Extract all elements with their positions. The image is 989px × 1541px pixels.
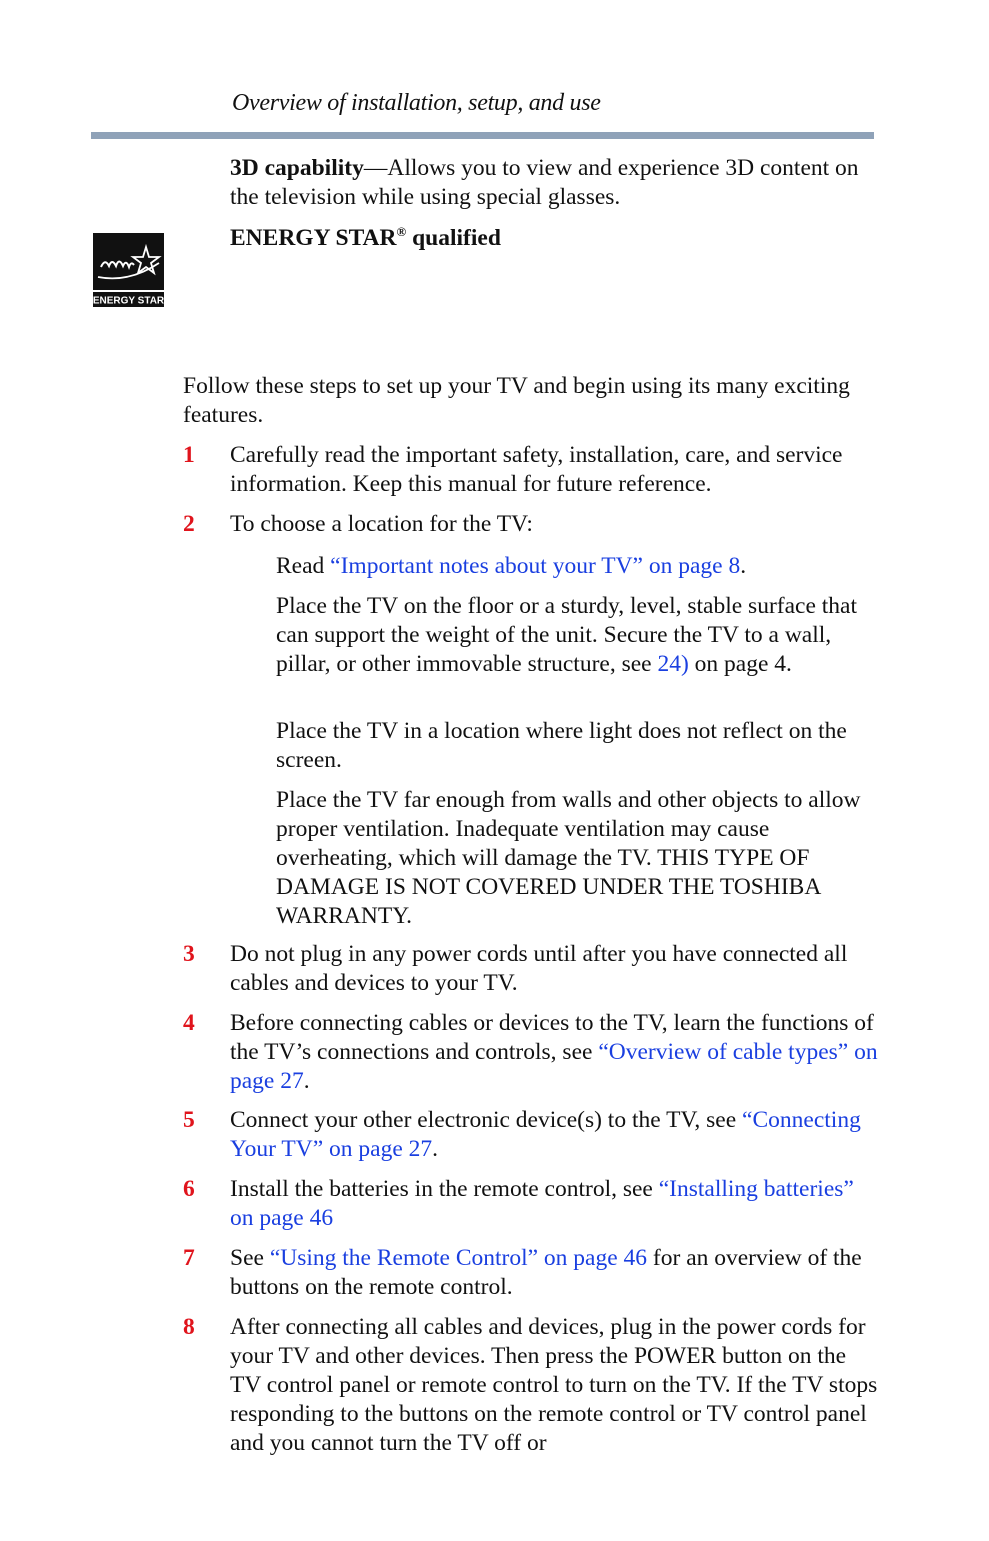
step-number: 7 [183,1245,195,1271]
link-installing-batteries[interactable]: “Installing batteries” on page 46 [230,1176,854,1231]
step-5 [183,1106,883,1164]
step-text: Carefully read the important safety, installation, care, and service information. Keep this manual for future reference. [230,442,843,497]
step-6 [183,1175,883,1233]
step-text-part: Install the batteries in the remote control, see [230,1176,659,1202]
step-text [230,1175,880,1233]
step-number: 6 [183,1176,195,1202]
note-text: Read [276,553,331,579]
step-2 [183,510,883,539]
step-text-part: See [230,1245,270,1271]
step-text-part: Before connecting cables or devices to the TV, learn the functions of the TV’s connections and controls, see [230,1010,874,1065]
logo-label: ENERGY STAR [93,295,164,307]
step-text: After connecting all cables and devices, plug in the power cords for your TV and other devices. Then press the POWER button on the TV control panel or remote control to turn on the TV. If the TV stops responding to the buttons on the remote control or TV control panel and you cannot turn the TV off or [230,1314,878,1456]
step-number: 3 [183,941,195,967]
step-text-part: for an overview of the buttons on the remote control. [230,1245,862,1300]
feature-3d-capability [230,154,878,212]
step-8 [183,1313,883,1458]
note-text: . [740,553,747,579]
step-number: 4 [183,1010,195,1036]
intro-paragraph: Follow these steps to set up your TV and begin using its many exciting features. [183,373,850,428]
step-text: Do not plug in any power cords until after you have connected all cables and devices to your TV. [230,941,848,996]
step-text [230,1244,880,1302]
running-head: Overview of installation, setup, and use [232,90,601,116]
link-overview-cable-types[interactable]: “Overview of cable types” on page 27 [230,1039,878,1094]
link-important-notes[interactable]: “Important notes about your TV” on page 8 [330,553,741,579]
feature-desc: —Allows you to view and experience 3D content on the television while using special glasses. [230,155,859,210]
location-note-2 [276,592,881,679]
energy-star-qualified: qualified [406,225,501,251]
link-using-remote-control[interactable]: “Using the Remote Control” on page 46 [269,1245,648,1271]
step-4 [183,1009,883,1096]
step-text-part: Connect your other electronic device(s) to the TV, see [230,1107,743,1133]
location-note-3: Place the TV in a location where light does not reflect on the screen. [276,718,847,773]
feature-term: 3D capability [230,155,364,181]
step-text [230,1009,880,1096]
step-3 [183,940,883,998]
link-connecting-your-tv[interactable]: “Connecting Your TV” on page 27 [230,1107,861,1162]
step-text: To choose a location for the TV: [230,511,533,537]
step-7 [183,1244,883,1302]
registered-mark: ® [396,224,407,239]
step-text-part: . [432,1136,439,1162]
step-1 [183,441,883,499]
location-note-4: Place the TV far enough from walls and other objects to allow proper ventilation. Inadequate ventilation may cause overheating, which will damage the TV. THIS TYPE OF DAMAGE IS NOT COVERED UNDER THE TOSHIBA WARRANTY. [276,787,861,929]
step-number: 1 [183,442,195,468]
step-number: 2 [183,511,195,537]
note-text: Place the TV on the floor or a sturdy, level, stable surface that can support the weight of the unit. Secure the TV to a wall, pillar, or other immovable structure, see [276,593,858,677]
step-text-part: . [303,1068,310,1094]
step-number: 8 [183,1314,195,1340]
header-rule [91,132,874,139]
step-text [230,1106,880,1164]
step-number: 5 [183,1107,195,1133]
location-note-1 [276,552,881,581]
energy-star-logo-icon [93,233,164,307]
energy-star-term: ENERGY STAR [230,225,397,251]
feature-energy-star [230,224,878,253]
note-text: on page 4. [688,651,792,677]
link-step-24[interactable]: 24) [657,651,689,677]
